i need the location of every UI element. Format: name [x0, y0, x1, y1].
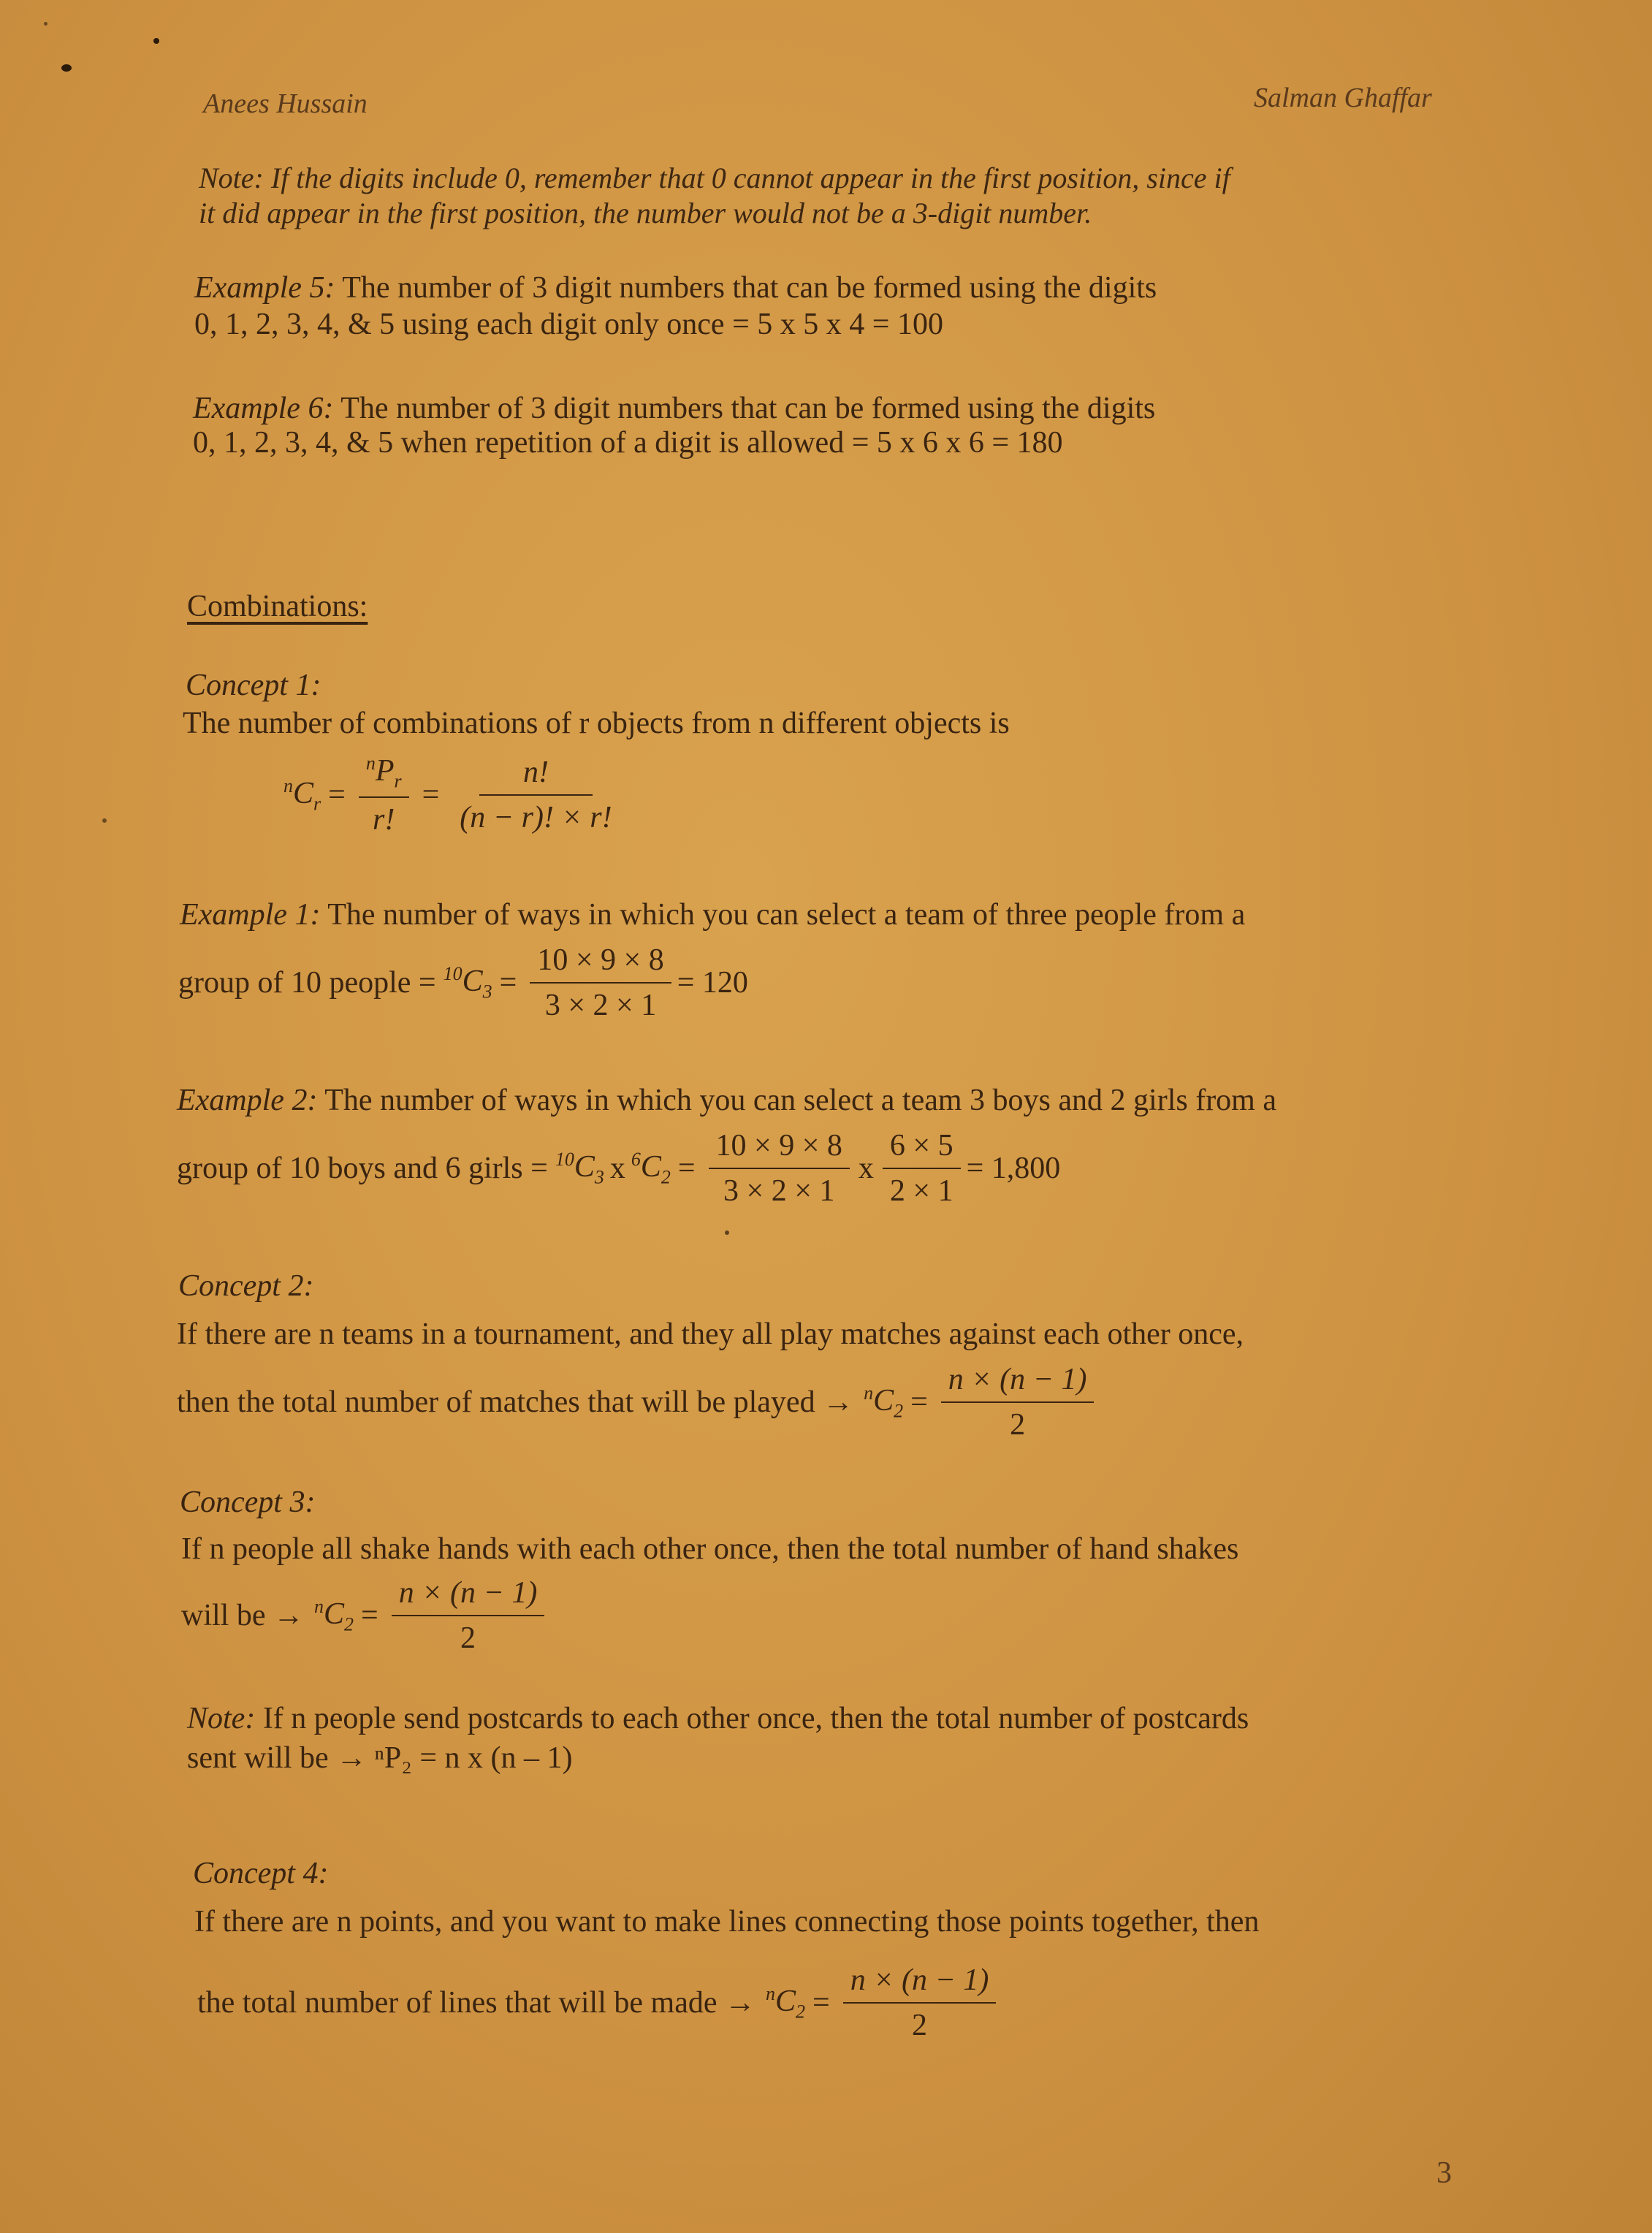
- example6-label: Example 6:: [193, 392, 334, 425]
- note2-line2: sent will be → ⁿP₂ = n x (n – 1): [187, 1741, 573, 1775]
- example2-fraction-2: $\frac{6 \times 5}{2 \times 1}$: [883, 1128, 961, 1209]
- example2-label: Example 2:: [177, 1084, 318, 1117]
- example5-line1: [194, 270, 1157, 305]
- example5-line2: 0, 1, 2, 3, 4, & 5 using each digit only once = 5 x 5 x 4 = 100: [194, 308, 943, 341]
- formula-lhs: $^nC_r$: [283, 775, 321, 815]
- example5-text-line1: The number of 3 digit numbers that can be formed using the digits: [342, 271, 1157, 305]
- concept4-line2: the total number of lines that will be made → $^nC_2$ = $\frac{n \times (n - 1)}{2}$: [197, 1963, 1002, 2043]
- concept2-line2: then the total number of matches that will be played → $^nC_2$ = $\frac{n \times (n - 1)}{2}$: [177, 1362, 1100, 1442]
- concept1-label: Concept 1:: [186, 669, 321, 702]
- concept3-line2: will be → $^nC_2$ = $\frac{n \times (n - 1)}{2}$: [181, 1575, 550, 1656]
- header-left-author: Anees Hussain: [203, 88, 368, 119]
- dust-speck: [102, 818, 107, 823]
- concept3-fraction: $\frac{n \times (n - 1)}{2}$: [392, 1575, 545, 1656]
- concept1-formula: $^nC_r$ = $\frac{^nP_r}{r!}$ = $\frac{n!}{(n - r)! \times r!}$: [283, 753, 625, 837]
- note1-line2: it did appear in the first position, the number would not be a 3-digit number.: [199, 197, 1092, 229]
- example5-label: Example 5:: [194, 271, 335, 305]
- example2-line2: group of 10 boys and 6 girls = $^{10}C_3$ x $^6C_2$ = $\frac{10 \times 9 \times 8}{3 \times 2 \times 1}$ x $\frac{6 \times 5}{2 \times 1}$ = 1,800: [177, 1129, 1061, 1208]
- note1-text-line1: If the digits include 0, remember that 0 cannot appear in the first position, since if: [270, 161, 1230, 194]
- example6-text-line1: The number of 3 digit numbers that can be formed using the digits: [340, 392, 1156, 425]
- example1-line1: [180, 897, 1245, 932]
- concept1-line1: The number of combinations of r objects from n different objects is: [183, 707, 1010, 740]
- dust-speck: [44, 22, 47, 26]
- concept4-line1: If there are n points, and you want to make lines connecting those points together, then: [194, 1905, 1260, 1939]
- example2-line1: [177, 1083, 1276, 1118]
- formula-fraction-2: $\frac{n!}{(n - r)! \times r!}$: [460, 756, 612, 835]
- concept4-fraction: $\frac{n \times (n - 1)}{2}$: [843, 1963, 997, 2043]
- example2-text-line1: The number of ways in which you can select a team 3 boys and 2 girls from a: [324, 1084, 1276, 1117]
- concept3-label: Concept 3:: [180, 1486, 316, 1519]
- note1-label: Note:: [199, 161, 264, 194]
- concept3-line1: If n people all shake hands with each other once, then the total number of hand shakes: [181, 1532, 1239, 1566]
- note2-text-line1: If n people send postcards to each other once, then the total number of postcards: [262, 1702, 1249, 1735]
- example6-line1: [193, 391, 1155, 426]
- example2-fraction-1: $\frac{10 \times 9 \times 8}{3 \times 2 \times 1}$: [709, 1128, 850, 1209]
- note1-line1: [199, 161, 1230, 195]
- dust-speck: [725, 1230, 729, 1235]
- note2-line1: [187, 1701, 1249, 1736]
- header-right-author: Salman Ghaffar: [1254, 83, 1432, 113]
- example1-label: Example 1:: [180, 898, 321, 932]
- dust-speck: [153, 38, 159, 44]
- combinations-heading: Combinations:: [187, 590, 368, 623]
- concept2-label: Concept 2:: [178, 1269, 314, 1303]
- page-number: 3: [1436, 2156, 1452, 2190]
- concept2-fraction: $\frac{n \times (n - 1)}{2}$: [941, 1362, 1095, 1442]
- example6-line2: 0, 1, 2, 3, 4, & 5 when repetition of a digit is allowed = 5 x 6 x 6 = 180: [193, 426, 1063, 460]
- concept2-line1: If there are n teams in a tournament, and they all play matches against each other once,: [177, 1317, 1244, 1351]
- formula-fraction-1: $\frac{^nP_r}{r!}$: [359, 753, 409, 837]
- concept4-label: Concept 4:: [193, 1857, 329, 1890]
- dust-speck: [61, 64, 72, 72]
- example1-text-line1: The number of ways in which you can select a team of three people from a: [327, 898, 1246, 932]
- example1-fraction: $\frac{10 \times 9 \times 8}{3 \times 2 \times 1}$: [530, 943, 671, 1023]
- note2-label: Note:: [187, 1702, 256, 1735]
- example1-line2: group of 10 people = $^{10}C_3$ = $\frac{10 \times 9 \times 8}{3 \times 2 \times 1}$ = 120: [178, 943, 748, 1022]
